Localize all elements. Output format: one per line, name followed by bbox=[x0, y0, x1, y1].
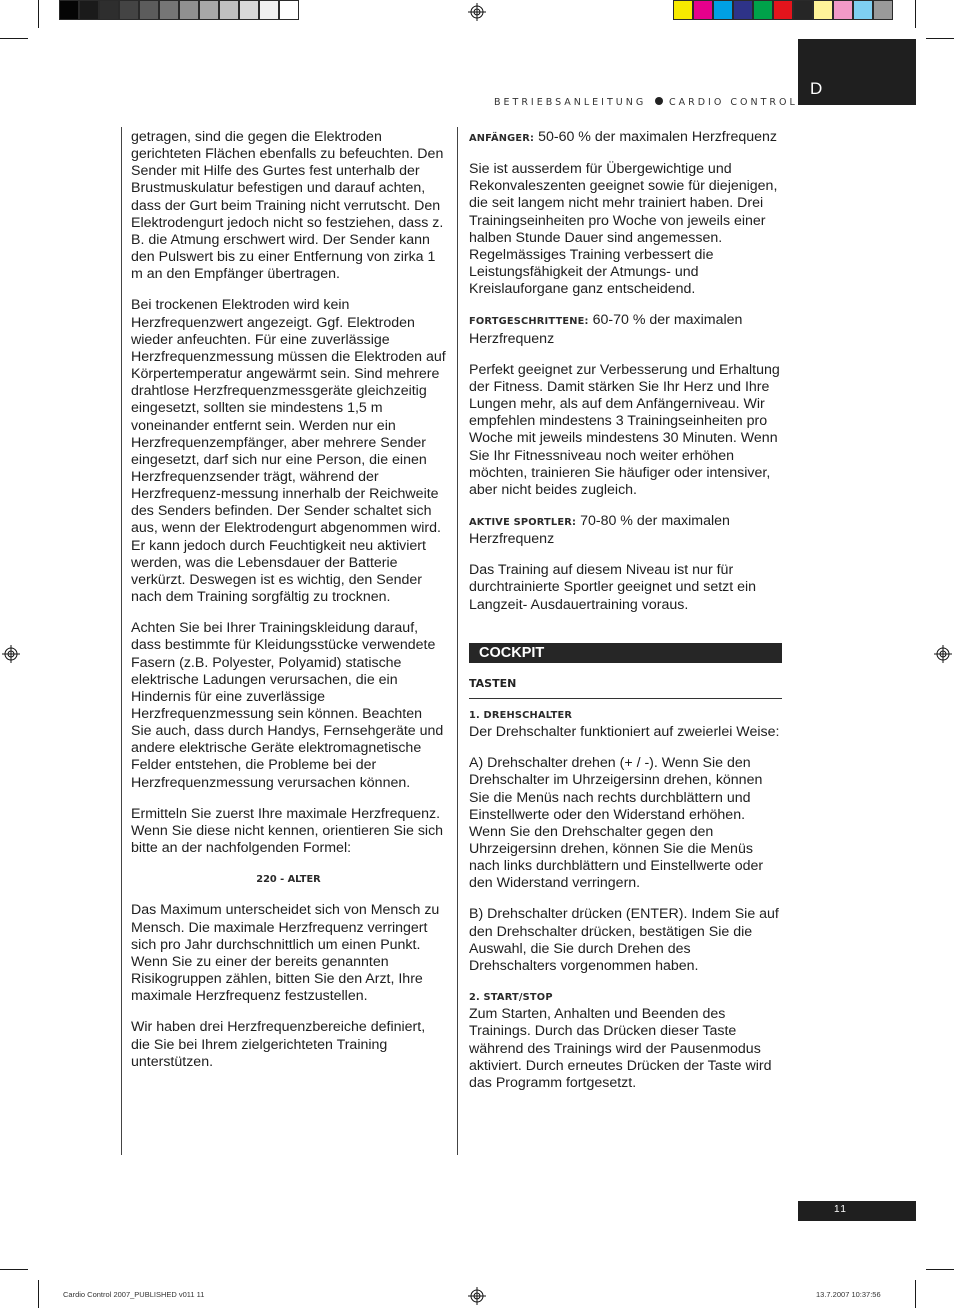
color-swatch bbox=[199, 0, 219, 20]
color-swatch bbox=[159, 0, 179, 20]
item-heading: 1. DREHSCHALTER bbox=[469, 709, 573, 721]
language-tab bbox=[798, 39, 916, 105]
paragraph: Zum Starten, Anhalten und Beenden des Trainings. Durch das Drücken dieser Taste während des Trainings wird der Pausenmodus aktiviert. Durch erneutes Drücken der Taste wird das Programm fortgesetzt. bbox=[469, 1006, 772, 1091]
bullet-icon bbox=[655, 97, 663, 105]
section-banner-cockpit: COCKPIT bbox=[469, 643, 782, 663]
zone-value: 70-80 % der maximalen Herzfrequenz bbox=[469, 512, 730, 548]
registration-mark-icon bbox=[2, 645, 20, 663]
color-swatch bbox=[139, 0, 159, 20]
color-swatch bbox=[853, 0, 873, 20]
max-heart-rate-formula: 220 - ALTER bbox=[256, 874, 321, 886]
color-swatch bbox=[259, 0, 279, 20]
paragraph: getragen, sind die gegen die Elektroden gerichteten Flächen ebenfalls zu befeuchten. Den Sender mit Hilfe des Gurtes fest unterhalb der Brustmuskulatur befestigen und darauf achten, dass der Gurt beim Training nicht verrutscht. Den Elektrodengurt jedoch nicht so festziehen, dass z. B. die Atmung erschwert wird. Der Sender kann den Pulswert bis zu einer Entfernung von zirka 1 m an den Empfänger übertragen. bbox=[131, 129, 444, 283]
color-swatch bbox=[239, 0, 259, 20]
color-swatch bbox=[873, 0, 893, 20]
left-column-rule bbox=[121, 127, 122, 1155]
color-swatch bbox=[793, 0, 813, 20]
paragraph: Perfekt geeignet zur Verbesserung und Erhaltung der Fitness. Damit stärken Sie Ihr Herz und Ihre Lungen mehr, als auf dem Anfängerniveau. Wir empfehlen mindestens 3 Trainingseinheiten pro Woche mit jeweils mindestens 30 Minuten. Wenn Sie Ihr Fitnessniveau noch weiter erhöhen möchten, trainieren Sie häufiger oder intensiver, aber nicht beides zugleich. bbox=[469, 361, 780, 498]
zone-advanced bbox=[469, 312, 782, 347]
page-number: 11 bbox=[834, 1204, 848, 1215]
language-code: D bbox=[810, 79, 823, 98]
zone-label: ANFÄNGER: bbox=[469, 133, 535, 144]
print-slug-left: Cardio Control 2007_PUBLISHED v011 11 bbox=[63, 1290, 205, 1299]
right-column bbox=[469, 129, 782, 1106]
item-heading: 2. START/STOP bbox=[469, 992, 553, 1004]
paragraph: B) Drehschalter drücken (ENTER). Indem Sie auf den Drehschalter drücken, bestätigen Sie die Auswahl, die Sie durch Drehen des Drehschalters vorgenommen haben. bbox=[469, 906, 779, 974]
zone-value: 60-70 % der maximalen Herzfrequenz bbox=[469, 312, 743, 347]
color-swatch bbox=[753, 0, 773, 20]
color-swatch bbox=[99, 0, 119, 20]
paragraph: Bei trockenen Elektroden wird kein Herzfrequenzwert angezeigt. Ggf. Elektroden wieder anfeuchten. Für eine zuverlässige Herzfrequenzmessung müssen die Elektroden auf Körpertemperatur angewärmt sein. Sind mehrere drahtlose Herzfrequenzmessgeräte gleichzeitig eingesetzt, sollten sie mindestens 1,5 m voneinander entfernt sein. Werden nur ein Herzfrequenzempfänger, aber mehrere Sender eingesetzt, darf sich nur eine Person, die einen Herzfrequenzsender trägt, während der Herzfrequenz-messung innerhalb der Reichweite des Senders befinden. Der Sender schaltet sich aus, wenn der Elektrodengurt abgenommen wird. Er kann jedoch durch Feuchtigkeit neu aktiviert werden, was die Lebensdauer der Batterie verkürzt. Deswegen ist es wichtig, den Sender nach dem Training sorgfältig zu trocknen. bbox=[131, 297, 446, 606]
color-swatch bbox=[733, 0, 753, 20]
color-swatch bbox=[119, 0, 139, 20]
paragraph: Der Drehschalter funktioniert auf zweierlei Weise: bbox=[469, 724, 780, 741]
process-color-bar bbox=[673, 0, 893, 20]
color-swatch bbox=[813, 0, 833, 20]
color-swatch bbox=[693, 0, 713, 20]
left-column bbox=[131, 129, 446, 1085]
color-swatch bbox=[79, 0, 99, 20]
registration-mark-icon bbox=[468, 3, 486, 21]
header-manual-label: BETRIEBSANLEITUNG bbox=[494, 97, 647, 108]
color-swatch bbox=[713, 0, 733, 20]
color-swatch bbox=[279, 0, 299, 20]
color-swatch bbox=[673, 0, 693, 20]
color-swatch bbox=[219, 0, 239, 20]
paragraph: Wir haben drei Herzfrequenzbereiche definiert, die Sie bei Ihrem zielgerichteten Training unterstützen. bbox=[131, 1019, 426, 1070]
color-swatch bbox=[59, 0, 79, 20]
zone-label: AKTIVE SPORTLER: bbox=[469, 516, 577, 528]
center-column-rule bbox=[457, 127, 458, 1155]
paragraph: A) Drehschalter drehen (+ / -). Wenn Sie den Drehschalter im Uhrzeigersinn drehen, können Sie die Menüs nach rechts durchblättern und Einstellwerte oder den Widerstand erhöhen. Wenn Sie den Drehschalter gegen den Uhrzeigersinn drehen, können Sie die Menüs nach links durchblättern und Einstellwerte oder den Widerstand verringern. bbox=[469, 755, 764, 892]
paragraph: Sie ist ausserdem für Übergewichtige und Rekonvaleszenten geeignet sowie für diejenigen, die seit langem nicht mehr trainiert haben. Drei Trainingseinheiten pro Woche von jeweils einer halben Stunde Dauer sind angemessen. Regelmässiges Training verbessert die Leistungsfähigkeit der Atmungs- und Kreislauforgane ganz entscheidend. bbox=[469, 161, 778, 298]
color-swatch bbox=[179, 0, 199, 20]
paragraph: Das Training auf diesem Niveau ist nur für durchtrainierte Sportler geeignet und setzt ein Langzeit- Ausdauertraining voraus. bbox=[469, 562, 757, 613]
paragraph: Achten Sie bei Ihrer Trainingskleidung darauf, dass bestimmte für Kleidungsstücke verwendete Fasern (z.B. Polyester, Polyamid) statische elektrische Ladungen verursachen, die ein Hindernis für eine zuverlässige Herzfrequenzmessung sein können. Beachten Sie auch, dass durch Handys, Fernsehgeräte und andere elektrische Geräte elektromagnetische Felder entstehen, die Probleme bei der Herzfrequenzmessung verursachen können. bbox=[131, 620, 444, 791]
zone-active bbox=[469, 513, 782, 548]
zone-value: 50-60 % der maximalen Herzfrequenz bbox=[534, 129, 778, 145]
paragraph: Das Maximum unterscheidet sich von Mensch zu Mensch. Die maximale Herzfrequenz verringert sich pro Jahr durchschnittlich um einen Punkt. Wenn Sie zu einer der bereits genannten Risikogruppen zählen, bitten Sie den Arzt, Ihre maximale Herzfrequenz festzustellen. bbox=[131, 902, 440, 1005]
registration-mark-icon bbox=[934, 645, 952, 663]
zone-beginner bbox=[469, 129, 782, 147]
print-slug-right: 13.7.2007 10:37:56 bbox=[816, 1290, 881, 1299]
subsection-heading-tasten: TASTEN bbox=[469, 675, 782, 699]
color-swatch bbox=[773, 0, 793, 20]
zone-label: FORTGESCHRITTENE: bbox=[469, 316, 589, 328]
color-swatch bbox=[833, 0, 853, 20]
header-product-label: CARDIO CONTROL bbox=[669, 97, 798, 108]
page-number-tab bbox=[798, 1201, 916, 1221]
grayscale-color-bar bbox=[59, 0, 299, 20]
registration-mark-icon bbox=[468, 1287, 486, 1305]
paragraph: Ermitteln Sie zuerst Ihre maximale Herzfrequenz. Wenn Sie diese nicht kennen, orientieren Sie sich bitte an der nachfolgenden Formel: bbox=[131, 805, 444, 857]
